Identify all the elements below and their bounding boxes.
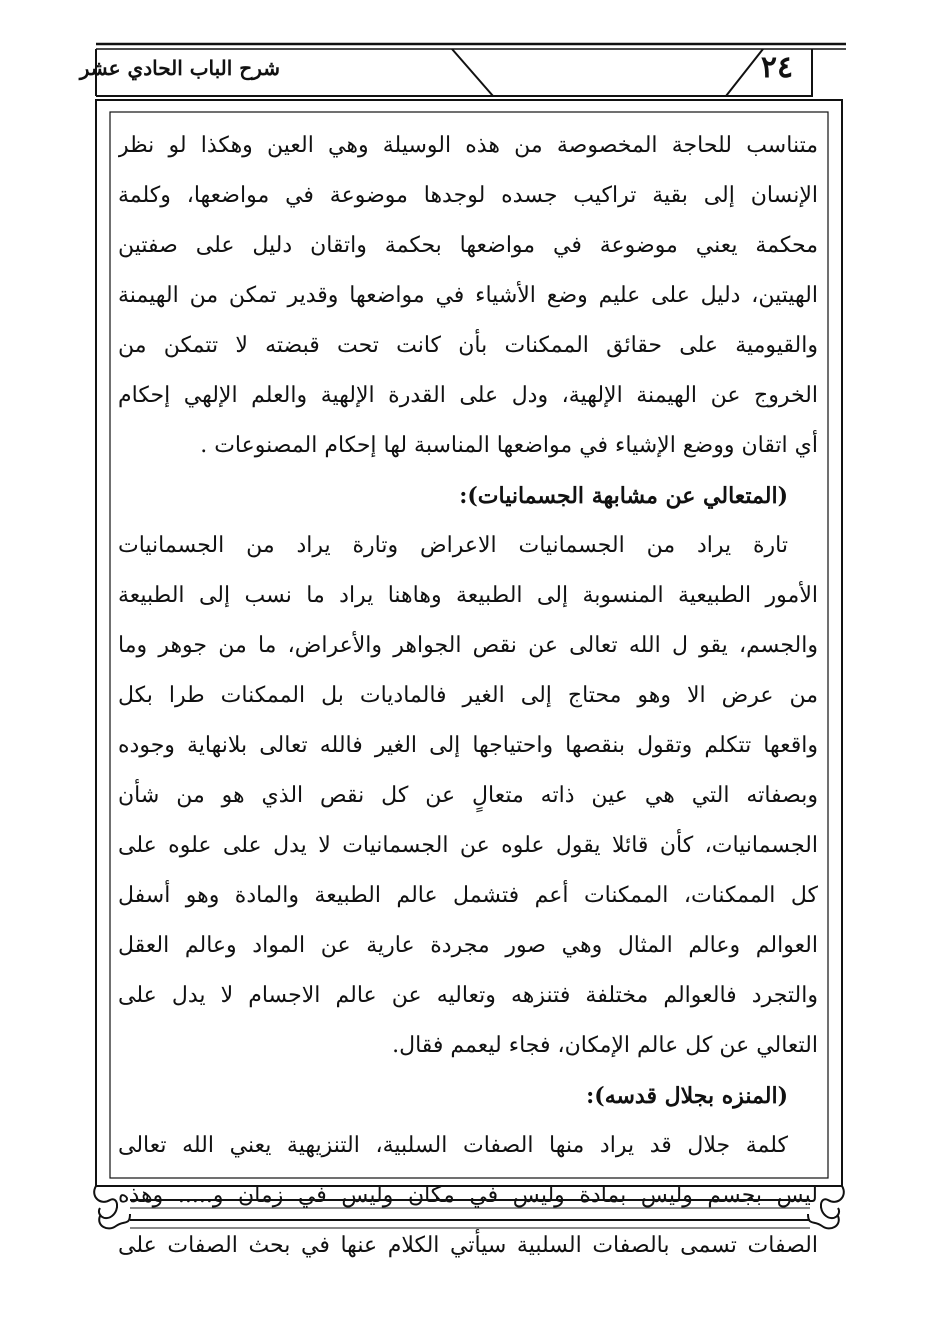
section-heading: (المنزه بجلال قدسه):	[586, 1083, 788, 1109]
text-line: كل الممكنات، الممكنات أعم فتشمل عالم الطبيعة والمادة وهو أسفل	[118, 883, 818, 908]
text-line: الجسمانيات، كأن قائلا يقول علوه عن الجسمانيات لا يدل على علوه على	[118, 833, 818, 858]
text-line: والجسم، يقو ل الله تعالى عن نقص الجواهر والأعراض، ما من جوهر وما	[118, 633, 818, 658]
text-line: الأمور الطبيعية المنسوبة إلى الطبيعة وهاهنا يراد ما نسب إلى الطبيعة	[118, 583, 818, 608]
text-line: والتجرد فالعوالم مختلفة فتنزهه وتعاليه عن عالم الاجسام لا يدل على	[118, 983, 818, 1008]
page-number: ٢٤	[760, 50, 794, 85]
text-line: الخروج عن الهيمنة الإلهية، ودل على القدرة الإلهية والعلم الإلهي إحكام	[118, 383, 818, 408]
text-line: الصفات تسمى بالصفات السلبية سيأتي الكلام عنها في بحث الصفات على	[118, 1233, 818, 1258]
text-line: ليس بجسم وليس بمادة وليس في مكان وليس في زمان و..... وهذه	[118, 1183, 818, 1208]
text-line: كلمة جلال قد يراد منها الصفات السلبية، التنزيهية يعني الله تعالى	[118, 1133, 788, 1158]
book-title: شرح الباب الحادي عشر	[79, 56, 280, 80]
text-line: الهيتين، دليل على عليم وضع الأشياء في مواضعها وقدير تمكن من الهيمنة	[118, 283, 818, 308]
text-line: تارة يراد من الجسمانيات الاعراض وتارة يراد من الجسمانيات	[118, 533, 788, 558]
body-text	[118, 121, 818, 1271]
text-line: العوالم وعالم المثال وهي صور مجردة عارية عن المواد وعالم العقل	[118, 933, 818, 958]
text-line: الإنسان إلى بقية تراكيب جسده لوجدها موضوعة في مواضعها، وكلمة	[118, 183, 818, 208]
text-line: التعالي عن كل عالم الإمكان، فجاء ليعمم فقال.	[392, 1033, 818, 1058]
text-line: محكمة يعني موضوعة في مواضعها بحكمة واتقان دليل على صفتين	[118, 233, 818, 258]
section-heading: (المتعالي عن مشابهة الجسمانيات):	[459, 483, 788, 509]
text-line: أي اتقان ووضع الإشياء في مواضعها المناسبة لها إحكام المصنوعات .	[200, 433, 818, 458]
text-line: وبصفاته التي هي عين ذاته متعالٍ عن كل نقص الذي هو من شأن	[118, 783, 818, 808]
text-line: من عرض الا وهو محتاج إلى الغير فالماديات بل الممكنات طرا بكل	[118, 683, 818, 708]
text-line: والقيومية على حقائق الممكنات بأن كانت تحت قبضته لا تتمكن من	[118, 333, 818, 358]
text-line: متناسب للحاجة المخصوصة من هذه الوسيلة وهي العين وهكذا لو نظر	[118, 133, 818, 158]
text-line: واقعها تتكلم وتقول بنقصها واحتياجها إلى الغير فالله تعالى بلانهاية وجوده	[118, 733, 818, 758]
